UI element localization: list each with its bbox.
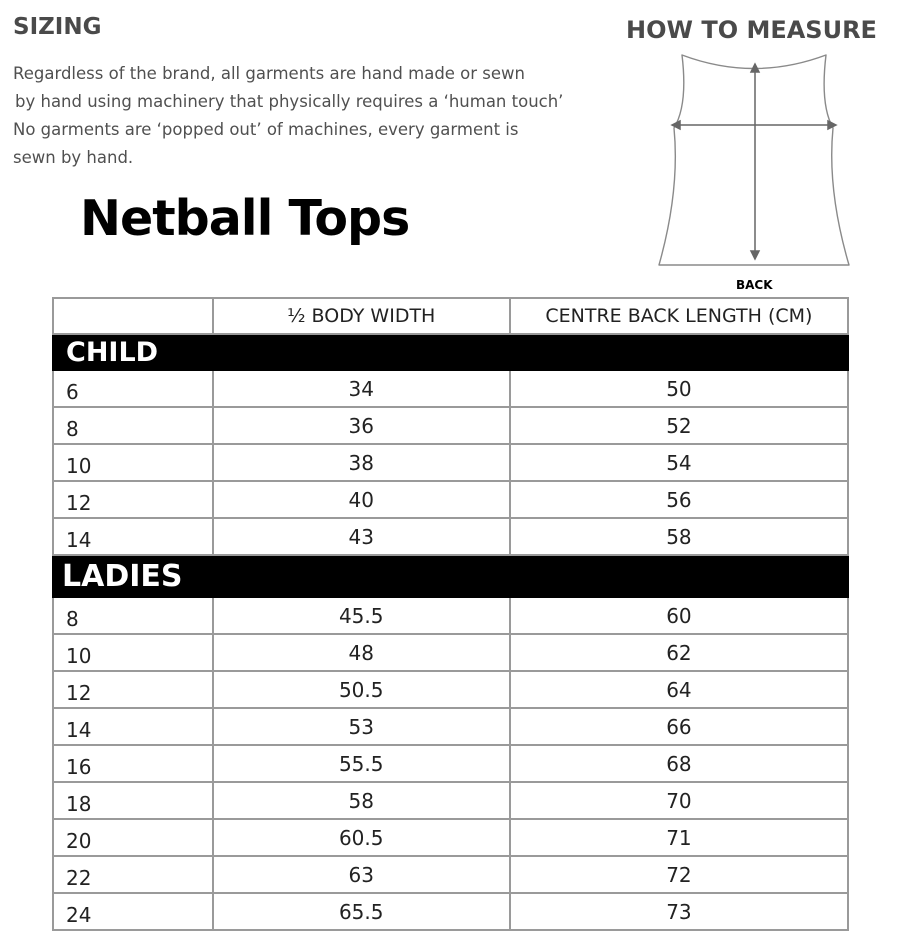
size-cell: 8 — [53, 597, 213, 634]
table-row — [53, 893, 848, 930]
size-cell: 12 — [53, 481, 213, 518]
body-width-cell: 65.5 — [213, 893, 510, 930]
sizing-title: SIZING — [13, 14, 102, 40]
sizing-description — [13, 60, 633, 172]
body-width-cell: 36 — [213, 407, 510, 444]
back-length-cell: 52 — [510, 407, 848, 444]
table-row — [53, 856, 848, 893]
body-width-cell: 60.5 — [213, 819, 510, 856]
table-row — [53, 407, 848, 444]
sizing-description-line: No garments are ‘popped out’ of machines, every garment is — [13, 120, 519, 139]
table-row — [53, 671, 848, 708]
product-title: Netball Tops — [80, 190, 410, 247]
back-length-cell: 68 — [510, 745, 848, 782]
back-length-cell: 66 — [510, 708, 848, 745]
table-row — [53, 518, 848, 555]
body-width-column-header: ½ BODY WIDTH — [213, 298, 510, 334]
back-length-cell: 62 — [510, 634, 848, 671]
body-width-cell: 53 — [213, 708, 510, 745]
table-row — [53, 782, 848, 819]
size-cell: 18 — [53, 782, 213, 819]
back-length-cell: 64 — [510, 671, 848, 708]
group-label: CHILD — [53, 334, 848, 370]
back-length-cell: 72 — [510, 856, 848, 893]
size-cell: 20 — [53, 819, 213, 856]
size-column-header — [53, 298, 213, 334]
garment-outline — [659, 55, 849, 265]
back-label: BACK — [736, 278, 773, 292]
body-width-cell: 40 — [213, 481, 510, 518]
table-row — [53, 444, 848, 481]
back-length-cell: 73 — [510, 893, 848, 930]
back-length-cell: 71 — [510, 819, 848, 856]
garment-back-diagram — [652, 50, 856, 278]
size-cell: 8 — [53, 407, 213, 444]
size-cell: 14 — [53, 518, 213, 555]
size-cell: 10 — [53, 634, 213, 671]
size-cell: 22 — [53, 856, 213, 893]
body-width-cell: 43 — [213, 518, 510, 555]
back-length-cell: 56 — [510, 481, 848, 518]
table-row — [53, 745, 848, 782]
back-length-cell: 54 — [510, 444, 848, 481]
group-header-row — [53, 555, 848, 597]
table-row — [53, 708, 848, 745]
back-length-cell: 60 — [510, 597, 848, 634]
how-to-measure-title: HOW TO MEASURE — [626, 16, 877, 44]
body-width-cell: 58 — [213, 782, 510, 819]
group-label: LADIES — [53, 555, 848, 597]
size-chart-table — [52, 297, 849, 931]
size-cell: 16 — [53, 745, 213, 782]
body-width-cell: 34 — [213, 370, 510, 407]
size-table-body — [53, 334, 848, 930]
table-header-row — [53, 298, 848, 334]
table-row — [53, 597, 848, 634]
body-width-cell: 50.5 — [213, 671, 510, 708]
sizing-description-line: Regardless of the brand, all garments are hand made or sewn — [13, 64, 526, 83]
sizing-description-line: sewn by hand. — [13, 148, 134, 167]
size-cell: 14 — [53, 708, 213, 745]
size-cell: 10 — [53, 444, 213, 481]
body-width-cell: 38 — [213, 444, 510, 481]
table-row — [53, 819, 848, 856]
size-cell: 12 — [53, 671, 213, 708]
sizing-description-line: by hand using machinery that physically requires a ‘human touch’ — [15, 92, 564, 111]
back-length-cell: 58 — [510, 518, 848, 555]
back-length-column-header: CENTRE BACK LENGTH (CM) — [510, 298, 848, 334]
table-row — [53, 481, 848, 518]
back-length-cell: 50 — [510, 370, 848, 407]
body-width-cell: 45.5 — [213, 597, 510, 634]
back-length-cell: 70 — [510, 782, 848, 819]
body-width-cell: 48 — [213, 634, 510, 671]
size-cell: 6 — [53, 370, 213, 407]
group-header-row — [53, 334, 848, 370]
body-width-cell: 55.5 — [213, 745, 510, 782]
table-row — [53, 634, 848, 671]
table-row — [53, 370, 848, 407]
body-width-cell: 63 — [213, 856, 510, 893]
size-cell: 24 — [53, 893, 213, 930]
